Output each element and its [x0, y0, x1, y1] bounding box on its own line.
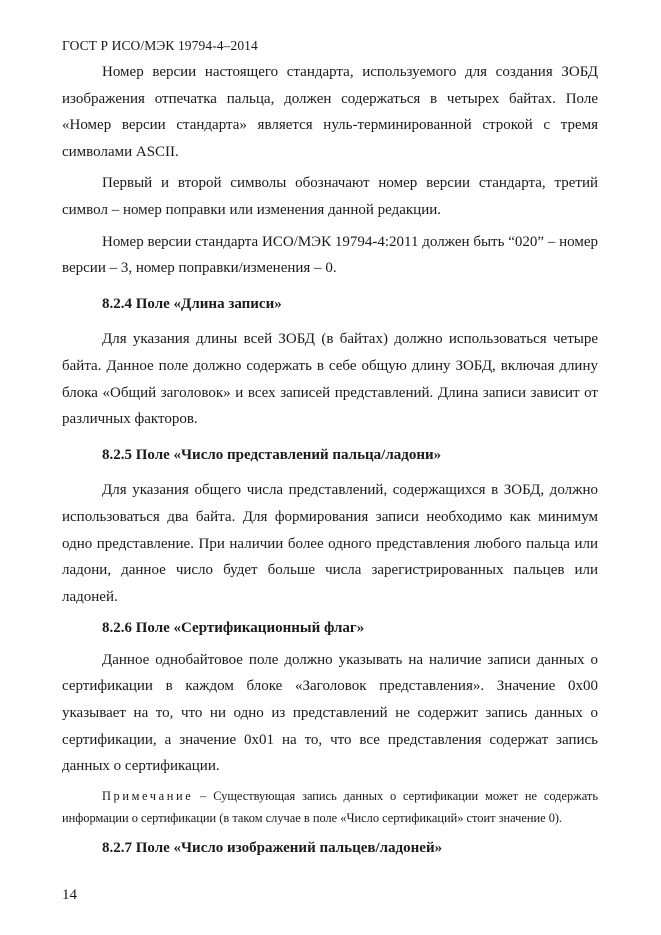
section-heading-8-2-5: 8.2.5 Поле «Число представлений пальца/ладони» [102, 446, 442, 463]
paragraph-version-bytes: Номер версии настоящего стандарта, используемого для создания ЗОБД изображения отпечатка пальца, должен содержаться в четырех байтах. Поле «Номер версии стандарта» является нуль-терминированной строкой с тремя символами ASCII. [62, 64, 598, 160]
section-heading-8-2-7: 8.2.7 Поле «Число изображений пальцев/ладоней» [102, 839, 443, 856]
paragraph-version-number: Номер версии стандарта ИСО/МЭК 19794-4:2011 должен быть “020” – номер версии – 3, номер поправки/изменения – 0. [62, 233, 598, 277]
paragraph-certification-flag: Данное однобайтовое поле должно указывать на наличие записи данных о сертификации в каждом блоке «Заголовок представления». Значение 0x00 указывает на то, что ни одно из представлений не содержит запись данных о сертификации, а значение 0x01 на то, что все представления содержат запись данных о сертификации. [62, 651, 598, 775]
paragraph-record-length: Для указания длины всей ЗОБД (в байтах) должно использоваться четыре байта. Данное поле должно содержать в себе общую длину ЗОБД, включая длину блока «Общий заголовок» и всех записей представлений. Длина записи зависит от различных факторов. [62, 331, 598, 428]
note-text: – Существующая запись данных о сертификации может не содержать информации о сертификации (в таком случае в поле «Число сертификаций» стоит значение 0). [62, 788, 598, 826]
note-paragraph [62, 785, 598, 830]
paragraph-version-symbols: Первый и второй символы обозначают номер версии стандарта, третий символ – номер поправки или изменения данной редакции. [62, 175, 598, 218]
note-label: Примечание [102, 788, 194, 803]
page-number: 14 [62, 887, 77, 903]
section-heading-8-2-6: 8.2.6 Поле «Сертификационный флаг» [102, 620, 365, 637]
section-heading-8-2-4: 8.2.4 Поле «Длина записи» [102, 295, 282, 312]
paragraph-representation-count: Для указания общего числа представлений, содержащихся в ЗОБД, должно использоваться два байта. Для формирования записи необходимо как минимум одно представление. При наличии более одного представления любого пальца или ладони, данное число будет больше числа зарегистрированных пальцев или ладоней. [62, 482, 598, 605]
page-content [62, 59, 598, 861]
document-header: ГОСТ Р ИСО/МЭК 19794-4–2014 [62, 38, 258, 53]
